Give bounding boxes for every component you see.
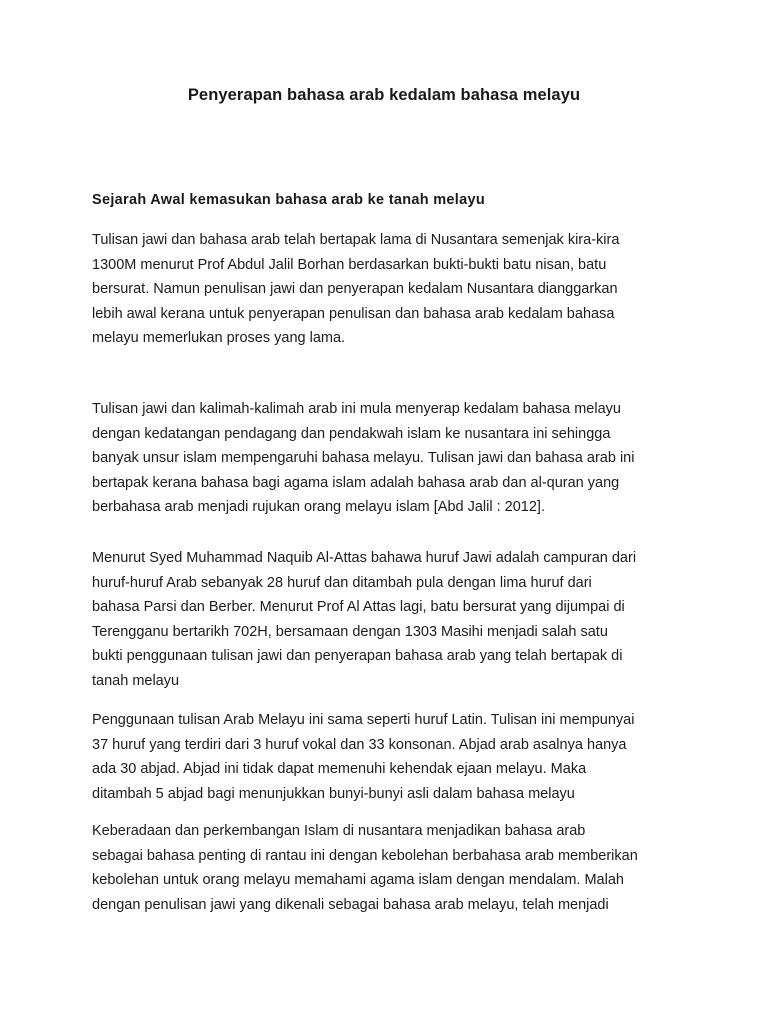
paragraph-line: dengan kedatangan pendagang dan pendakwah islam ke nusantara ini sehingga <box>92 425 611 442</box>
paragraph-line: sebagai bahasa penting di rantau ini dengan kebolehan berbahasa arab memberikan <box>92 847 638 864</box>
paragraph-line: melayu memerlukan proses yang lama. <box>92 330 346 347</box>
paragraph-line: Menurut Syed Muhammad Naquib Al-Attas bahawa huruf Jawi adalah campuran dari <box>92 550 637 566</box>
paragraph-line: bahasa Parsi dan Berber. Menurut Prof Al Attas lagi, batu bersurat yang dijumpai di <box>92 599 625 616</box>
paragraph-4 <box>92 708 684 806</box>
paragraph-line: banyak unsur islam mempengaruhi bahasa melayu. Tulisan jawi dan bahasa arab ini <box>92 450 635 467</box>
paragraph-5 <box>92 819 684 917</box>
document-title: Penyerapan bahasa arab kedalam bahasa melayu <box>187 86 581 104</box>
paragraph-line: ditambah 5 abjad bagi menunjukkan bunyi-bunyi asli dalam bahasa melayu <box>92 785 575 802</box>
paragraph-line: 1300M menurut Prof Abdul Jalil Borhan berdasarkan bukti-bukti batu nisan, batu <box>92 256 607 273</box>
paragraph-line: lebih awal kerana untuk penyerapan penulisan dan bahasa arab kedalam bahasa <box>92 305 615 322</box>
paragraph-line: berbahasa arab menjadi rujukan orang melayu islam [Abd Jalil : 2012]. <box>92 499 545 516</box>
paragraph-line: bersurat. Namun penulisan jawi dan penyerapan kedalam Nusantara dianggarkan <box>92 281 618 298</box>
paragraph-line: Tulisan jawi dan bahasa arab telah bertapak lama di Nusantara semenjak kira-kira <box>92 232 620 248</box>
paragraph-2 <box>92 397 684 520</box>
section-heading: Sejarah Awal kemasukan bahasa arab ke tanah melayu <box>92 192 485 208</box>
paragraph-line: bukti penggunaan tulisan jawi dan penyerapan bahasa arab yang telah bertapak di <box>92 648 623 665</box>
paragraph-line: ada 30 abjad. Abjad ini tidak dapat memenuhi kehendak ejaan melayu. Maka <box>92 761 587 778</box>
paragraph-1 <box>92 228 684 351</box>
paragraph-line: dengan penulisan jawi yang dikenali sebagai bahasa arab melayu, telah menjadi <box>92 896 609 913</box>
paragraph-line: Tulisan jawi dan kalimah-kalimah arab ini mula menyerap kedalam bahasa melayu <box>92 401 621 417</box>
paragraph-line: bertapak kerana bahasa bagi agama islam adalah bahasa arab dan al-quran yang <box>92 474 620 491</box>
paragraph-line: Terengganu bertarikh 702H, bersamaan dengan 1303 Masihi menjadi salah satu <box>92 623 608 640</box>
paragraph-line: huruf-huruf Arab sebanyak 28 huruf dan ditambah pula dengan lima huruf dari <box>92 574 592 591</box>
paragraph-line: Penggunaan tulisan Arab Melayu ini sama seperti huruf Latin. Tulisan ini mempunyai <box>92 712 635 728</box>
paragraph-line: Keberadaan dan perkembangan Islam di nusantara menjadikan bahasa arab <box>92 823 586 839</box>
paragraph-line: tanah melayu <box>92 672 180 689</box>
paragraph-line: kebolehan untuk orang melayu memahami agama islam dengan mendalam. Malah <box>92 872 624 889</box>
paragraph-line: 37 huruf yang terdiri dari 3 huruf vokal dan 33 konsonan. Abjad arab asalnya hanya <box>92 736 627 753</box>
paragraph-3 <box>92 546 684 694</box>
